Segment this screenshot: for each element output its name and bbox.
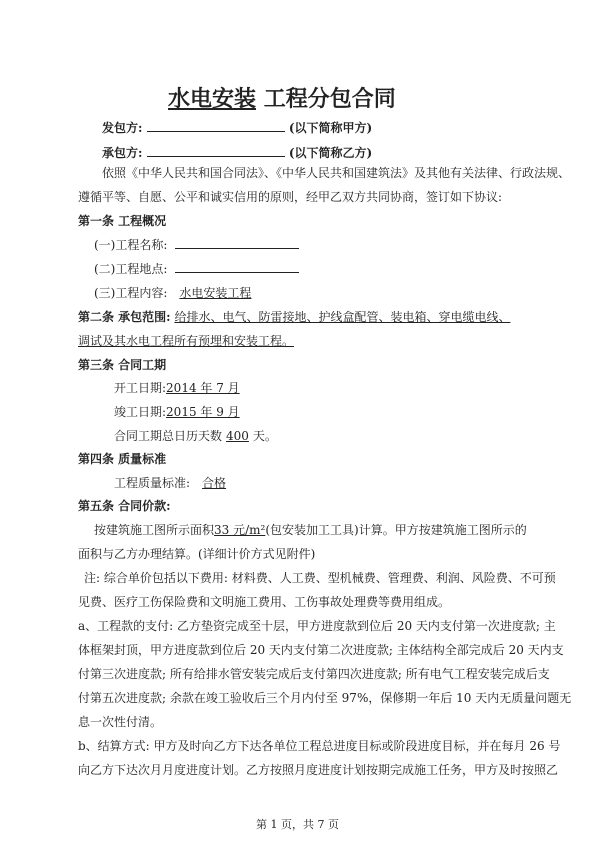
article2-heading: 第二条 承包范围: — [78, 310, 171, 324]
quality-label: 工程质量标准: — [114, 476, 191, 490]
payment-line5: 息一次性付清。 — [78, 715, 163, 729]
project-site-row — [94, 260, 299, 277]
quality-value: 合格 — [202, 476, 227, 490]
title-rest: 工程分包合同 — [263, 86, 396, 112]
start-date-label: 开工日期: — [114, 381, 167, 395]
project-name-field[interactable] — [175, 236, 299, 249]
note-line2: 见费、医疗工伤保险费和文明施工费用、工伤事故处理费等费用组成。 — [78, 595, 451, 609]
price-line1 — [94, 521, 527, 538]
project-content-row — [94, 284, 251, 301]
settlement-line1: b、结算方式: 甲方及时向乙方下达各单位工程总进度目标或阶段进度目标，并在每月 26 号 — [78, 739, 561, 753]
end-date-label: 竣工日期: — [114, 405, 167, 419]
scope-line2: 调试及其水电工程所有预埋和安装工程。 — [78, 334, 295, 348]
page-title — [168, 82, 396, 113]
project-site-field[interactable] — [175, 260, 299, 273]
price-line2: 面积与乙方办理结算。(详细计价方式见附件) — [78, 547, 316, 561]
intro-line1: 依照《中华人民共和国合同法》、《中华人民共和国建筑法》及其他有关法律、行政法规、 — [102, 166, 571, 180]
unit-price: 33 元/m² — [214, 523, 266, 537]
party-a-field[interactable] — [147, 118, 285, 132]
intro-line2: 遵循平等、自愿、公平和诚实信用的原则，经甲乙双方共同协商，签订如下协议: — [78, 190, 503, 204]
scope-line1: 给排水、电气、防雷接地、护线盒配管、装电箱、穿电缆电线、 — [174, 310, 511, 324]
start-date-value: 2014 年 7 月 — [166, 381, 240, 395]
end-date-row — [114, 403, 240, 420]
page-footer: 第 1 页，共 7 页 — [256, 818, 339, 831]
payment-line1: a、工程款的支付: 乙方垫资完成至十层，甲方进度款到位后 20 天内支付第一次进度款; 主 — [78, 619, 556, 633]
end-date-value: 2015 年 9 月 — [166, 405, 240, 419]
duration-unit: 天。 — [252, 429, 277, 443]
article5-heading: 第五条 合同价款: — [78, 499, 171, 513]
project-name-row — [94, 236, 299, 253]
duration-value: 400 — [226, 429, 249, 443]
price-text-a: 按建筑施工图所示面积 — [94, 523, 215, 537]
project-site-label: (二)工程地点: — [94, 262, 168, 276]
article1-heading: 第一条 工程概况 — [78, 214, 167, 228]
start-date-row — [114, 379, 240, 396]
party-a-note: (以下简称甲方) — [288, 121, 373, 135]
article2-row — [78, 308, 510, 325]
party-b-field[interactable] — [147, 143, 285, 157]
article4-heading: 第四条 质量标准 — [78, 452, 167, 466]
project-name-label: (一)工程名称: — [94, 238, 168, 252]
quality-row — [114, 474, 226, 491]
payment-line2: 体框架封顶，甲方进度款到位后 20 天内支付第二次进度款; 主体结构全部完成后 20 天内支 — [78, 643, 564, 657]
title-underlined: 水电安装 — [168, 86, 257, 112]
settlement-line2: 向乙方下达次月月度进度计划。乙方按照月度进度计划按期完成施工任务，甲方及时按照乙 — [78, 763, 559, 777]
party-b-note: (以下简称乙方) — [288, 146, 373, 160]
party-a-label: 发包方: — [102, 121, 143, 135]
payment-line4: 付第五次进度款; 余款在竣工验收后三个月内付至 97%，保修期一年后 10 天内无质量问题无 — [78, 691, 572, 705]
article3-heading: 第三条 合同工期 — [78, 358, 167, 372]
party-a-row — [102, 118, 372, 136]
duration-label: 合同工期总日历天数 — [114, 429, 223, 443]
project-content-label: (三)工程内容: — [94, 286, 168, 300]
duration-row — [114, 427, 277, 444]
price-text-b: (包安装加工工具)计算。甲方按建筑施工图所示的 — [265, 523, 527, 537]
project-content-value: 水电安装工程 — [179, 286, 252, 300]
payment-line3: 付第三次进度款; 所有给排水管安装完成后支付第四次进度款; 所有电气工程安装完成后支 — [78, 667, 550, 681]
party-b-row — [102, 143, 372, 161]
note-line1: 注: 综合单价包括以下费用: 材料费、人工费、型机械费、管理费、利润、风险费、不可预 — [84, 571, 556, 585]
party-b-label: 承包方: — [102, 146, 143, 160]
